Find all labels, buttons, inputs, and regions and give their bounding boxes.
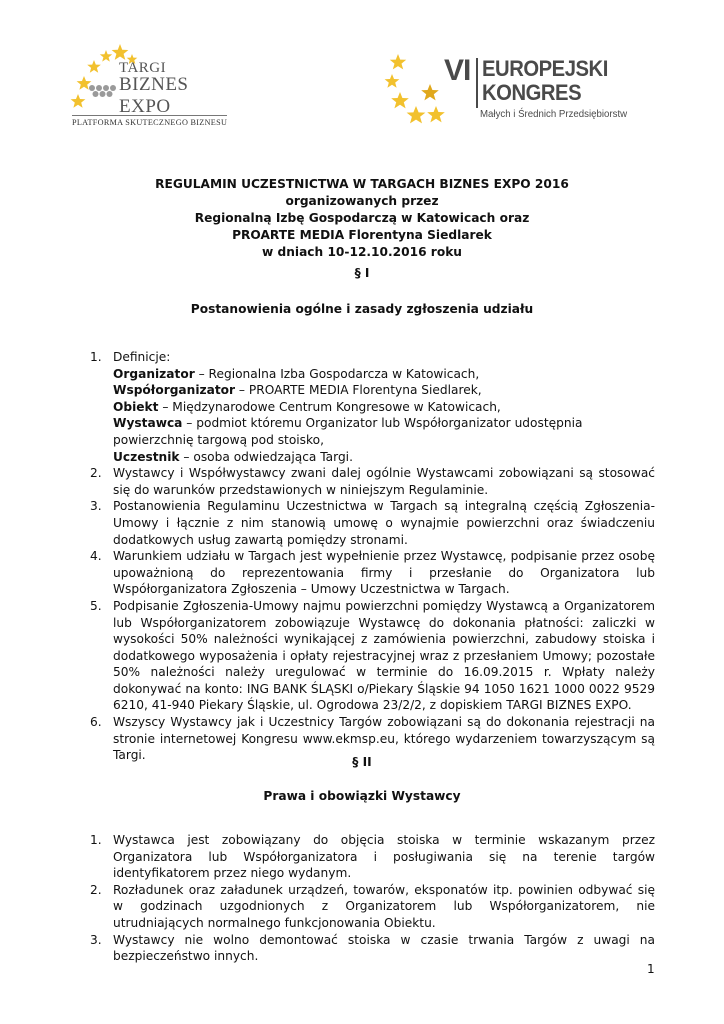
definition-wystawca: Wystawca – podmiot któremu Organizator lub Współorganizator udostępnia powierzchnię targową pod stoisko,: [113, 416, 583, 447]
list-item: 3. Postanowienia Regulaminu Uczestnictwa w Targach są integralną częścią Zgłoszenia-Umowy i łącznie z nim stanowią umowę o wynajmie powierzchni oraz świadczeniu dodatkowych usług zawartą pomiędzy stronami.: [90, 499, 655, 547]
list-item-number: 6.: [90, 715, 102, 730]
logo-right-line3: Małych i Średnich Przedsiębiorstw: [480, 108, 628, 120]
list-item: 4. Warunkiem udziału w Targach jest wypełnienie przez Wystawcę, podpisanie przez osobę upoważnioną do reprezentowania firmy i przesłanie do Organizatora lub Współorganizatora Zgłoszenia – Umowy Uczestnictwa w Targach.: [90, 549, 655, 597]
title-line-4: PROARTE MEDIA Florentyna Siedlarek: [232, 228, 492, 242]
definition-obiekt: Obiekt – Międzynarodowe Centrum Kongresowe w Katowicach,: [113, 399, 501, 414]
logo-right-line1: EUROPEJSKI: [482, 56, 608, 81]
list-item-number: 2.: [90, 466, 102, 481]
definition-uczestnik: Uczestnik – osoba odwiedzająca Targi.: [113, 449, 353, 464]
list-item-number: 3.: [90, 932, 102, 947]
logo-left-line1: TARGI: [119, 60, 167, 76]
section-2-title: Prawa i obowiązki Wystawcy: [263, 789, 461, 803]
title-line-1: REGULAMIN UCZESTNICTWA W TARGACH BIZNES EXPO 2016: [155, 177, 569, 191]
page-number: 1: [647, 962, 655, 976]
logo-right-divider: [476, 58, 478, 108]
list-item: 5. Podpisanie Zgłoszenia-Umowy najmu powierzchni pomiędzy Wystawcą a Organizatorem lub Współorganizatorem zobowiązuje Wystawcę do dokonania płatności: zaliczki w wysokości 50% należności wynikającej z zamówienia powierzchni, zabudowy stoiska i dodatkowego wyposażenia i opłaty rejestracyjnej wraz z przesłaniem Umowy; pozostałe 50% należności należy uregulować w terminie do 16.09.2015 r. Wpłaty należy dokonywać na konto: ING BANK ŚLĄSKI o/Piekary Śląskie 94 1050 1621 1000 0022 9529 6210, 41-940 Piekary Śląskie, ul. Ogrodowa 23/2/2, z dopiskiem TARGI BIZNES EXPO.: [90, 598, 655, 713]
targi-biznes-expo-logo: [70, 42, 230, 132]
document-title-block: [0, 176, 724, 261]
section-1-list: [84, 349, 655, 764]
definitions: [113, 366, 655, 466]
section-1-title: Postanowienia ogólne i zasady zgłoszenia udziału: [190, 302, 534, 316]
list-item: 2. Wystawcy i Współwystawcy zwani dalej ogólnie Wystawcami zobowiązani są stosować się do warunków przedstawionych w niniejszym Regulaminie.: [90, 466, 655, 497]
section-1-mark: § I: [354, 266, 370, 280]
list-item: 1. Wystawca jest zobowiązany do objęcia stoiska w terminie wskazanym przez Organizatora lub Współorganizatora i posługiwania się na terenie targów identyfikatorem przez niego wydanym.: [90, 833, 655, 881]
section-2-list: [84, 832, 655, 965]
logo-right-line2: KONGRES: [482, 80, 582, 105]
list-item-number: 5.: [90, 598, 102, 613]
list-item-number: 1.: [90, 833, 102, 847]
title-line-2: organizowanych przez: [285, 194, 439, 208]
list-item-number: 1.: [90, 350, 102, 364]
list-item-number: 3.: [90, 499, 102, 514]
definitions-intro: Definicje:: [113, 350, 171, 364]
section-2-mark: § II: [352, 755, 372, 769]
definition-organizator: Organizator – Regionalna Izba Gospodarcza w Katowicach,: [113, 366, 480, 381]
list-item: 2. Rozładunek oraz załadunek urządzeń, towarów, eksponatów itp. powinien odbywać się w godzinach uzgodnionych z Organizatorem lub Współorganizatorem, nie utrudniających normalnego funkcjonowania Obiektu.: [90, 882, 655, 930]
title-line-3: Regionalną Izbę Gospodarczą w Katowicach oraz: [194, 211, 530, 225]
list-item: 3. Wystawcy nie wolno demontować stoiska w czasie trwania Targów z uwagi na bezpieczeństwo innych.: [90, 932, 655, 964]
list-item-number: 2.: [90, 882, 102, 897]
title-line-5: w dniach 10-12.10.2016 roku: [262, 245, 462, 259]
logo-right-roman: VI: [444, 54, 471, 87]
logo-left-tagline: PLATFORMA SKUTECZNEGO BIZNESU: [72, 115, 227, 127]
list-item: 6. Wszyscy Wystawcy jak i Uczestnicy Targów zobowiązani są do dokonania rejestracji na stronie internetowej Kongresu www.ekmsp.eu, którego wydarzeniem towarzyszącym są Targi.: [90, 715, 655, 763]
logo-left-line2: BIZNES EXPO: [119, 74, 189, 117]
list-item: [84, 349, 655, 465]
list-item-number: 4.: [90, 549, 102, 564]
definition-wspolorganizator: Współorganizator – PROARTE MEDIA Florentyna Siedlarek,: [113, 383, 482, 398]
europejski-kongres-logo: [384, 50, 628, 140]
